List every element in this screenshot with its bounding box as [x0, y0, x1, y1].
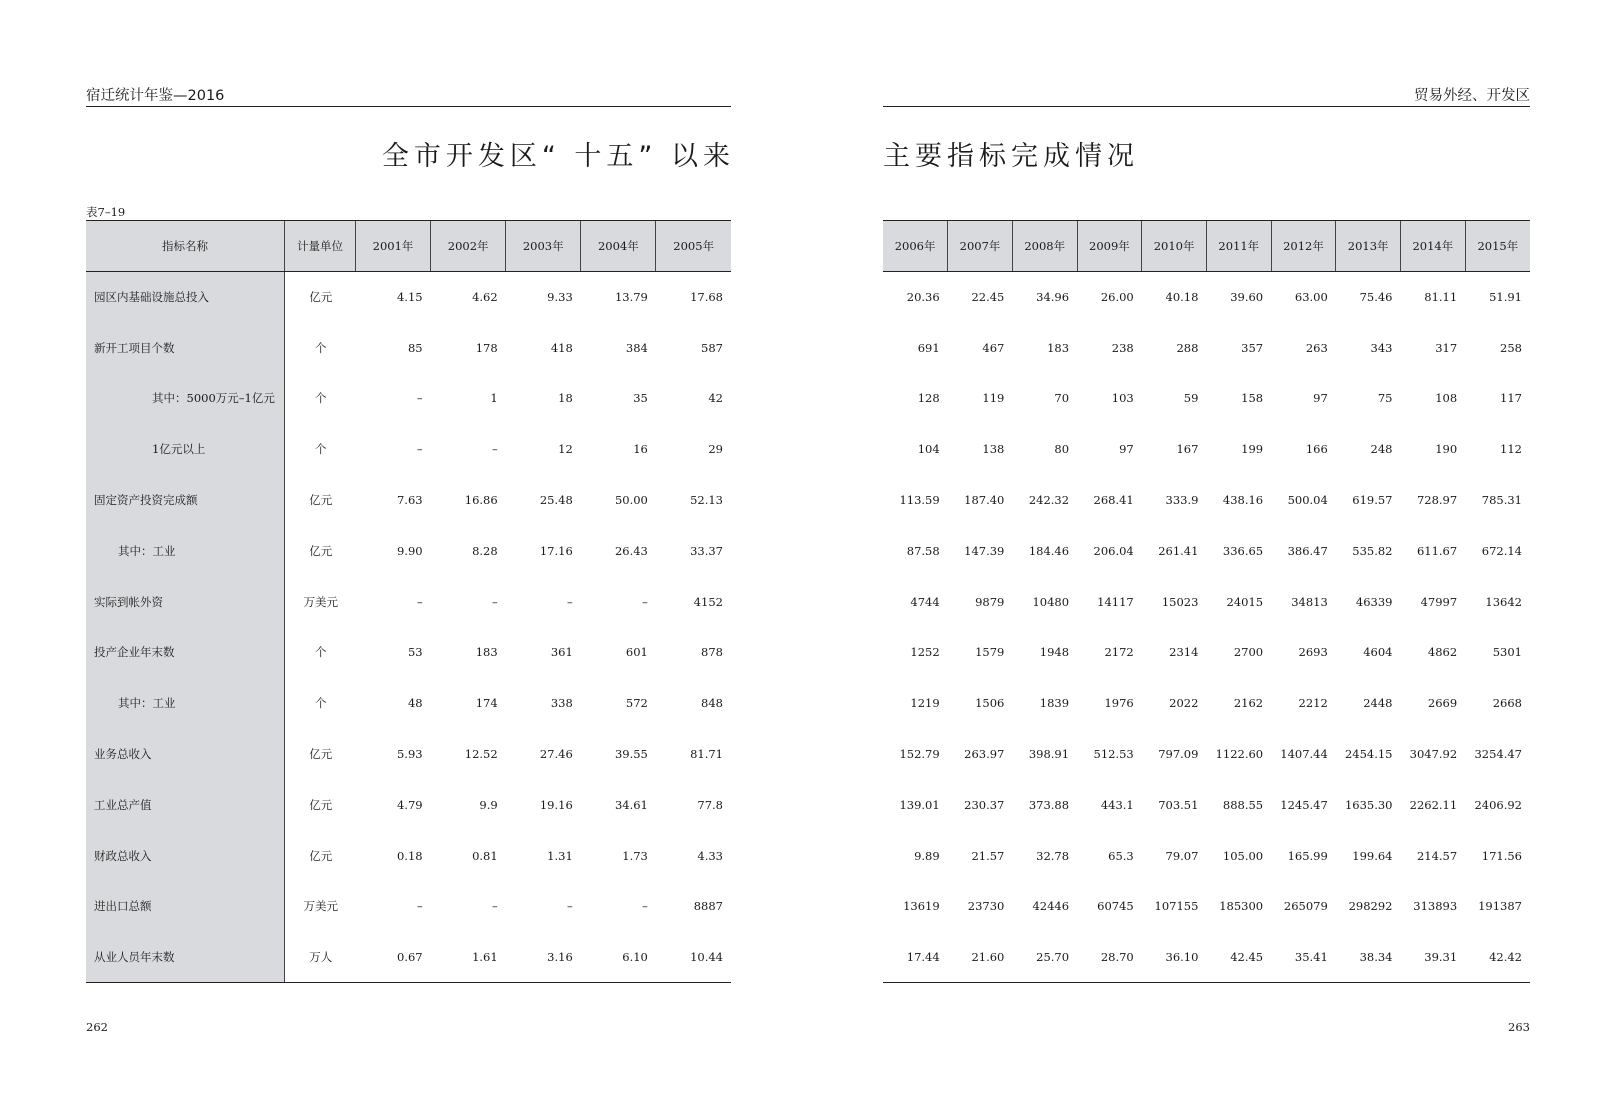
table-title-part-2: 主要指标完成情况	[883, 141, 1139, 172]
value-cell: 500.04	[1287, 493, 1328, 508]
value-cell: 8.28	[472, 543, 498, 558]
value-cell: 33.37	[690, 543, 723, 558]
header-cell: 2014年	[1401, 221, 1466, 272]
value-cell: –	[491, 594, 498, 609]
value-cell: 12.52	[464, 747, 498, 762]
table-row	[86, 424, 731, 475]
value-cell: 9.89	[914, 848, 940, 863]
value-cell: 42.42	[1465, 932, 1530, 983]
unit-cell: 万美元	[303, 899, 339, 914]
value-cell: 0.81	[472, 848, 498, 863]
value-cell: 60745	[1097, 899, 1134, 914]
value-cell: 611.67	[1416, 543, 1458, 558]
value-cell: 601	[625, 645, 648, 660]
value-cell: 4.15	[396, 290, 423, 305]
value-cell: 34.61	[614, 797, 648, 812]
table-row	[86, 881, 731, 932]
value-cell: 4.79	[396, 797, 423, 812]
value-cell: 46339	[1355, 594, 1393, 609]
value-cell: 263	[1305, 340, 1328, 355]
value-cell: 703.51	[1158, 797, 1199, 812]
value-cell: 51.91	[1489, 290, 1522, 305]
value-cell: 1.31	[547, 848, 573, 863]
value-cell: 26.00	[1100, 290, 1134, 305]
value-cell: 1407.44	[1280, 747, 1328, 762]
indicator-name-cell: 业务总收入	[86, 729, 285, 780]
table-row	[86, 576, 731, 627]
value-cell: 206.04	[1093, 543, 1134, 558]
table-row	[883, 779, 1530, 830]
indicator-name-cell: 固定资产投资完成额	[86, 475, 285, 526]
table-row	[86, 272, 731, 323]
value-cell: 384	[625, 340, 648, 355]
value-cell: 3.16	[506, 932, 581, 983]
page-number-left: 262	[86, 1020, 108, 1034]
value-cell: 261.41	[1158, 543, 1199, 558]
value-cell: –	[416, 899, 423, 914]
value-cell: 199	[1241, 442, 1264, 457]
indicator-name-cell: 从业人员年末数	[86, 932, 285, 983]
value-cell: 75.46	[1359, 290, 1393, 305]
value-cell: 119	[982, 391, 1005, 406]
value-cell: 313893	[1413, 899, 1458, 914]
value-cell: 418	[550, 340, 573, 355]
value-cell: 178	[475, 340, 498, 355]
running-head-left: 宿迁统计年鉴—2016	[86, 84, 731, 107]
table-row	[86, 322, 731, 373]
value-cell: 2262.11	[1409, 797, 1458, 812]
indicator-name-cell: 进出口总额	[86, 881, 285, 932]
value-cell: 52.13	[690, 493, 723, 508]
value-cell: 1506	[975, 696, 1005, 711]
value-cell: –	[416, 594, 423, 609]
value-cell: –	[491, 899, 498, 914]
page-number-right: 263	[1508, 1020, 1530, 1034]
value-cell: 81.71	[690, 747, 723, 762]
value-cell: 70	[1054, 391, 1070, 406]
value-cell: 183	[475, 645, 498, 660]
value-cell: 5301	[1492, 645, 1522, 660]
value-cell: 50.00	[614, 493, 648, 508]
value-cell: 338	[550, 696, 573, 711]
value-cell: 619.57	[1352, 493, 1393, 508]
indicator-name-cell: 新开工项目个数	[86, 322, 285, 373]
value-cell: 17.68	[690, 290, 723, 305]
value-cell: 35.41	[1271, 932, 1336, 983]
table-row	[86, 830, 731, 881]
value-cell: 13642	[1485, 594, 1522, 609]
value-cell: 105.00	[1222, 848, 1264, 863]
indicator-name-cell: 实际到帐外资	[86, 576, 285, 627]
table-row	[883, 576, 1530, 627]
table-row	[883, 525, 1530, 576]
value-cell: 138	[982, 442, 1005, 457]
value-cell: 147.39	[964, 543, 1005, 558]
indicator-name-cell: 工业总产值	[86, 779, 285, 830]
value-cell: 3047.92	[1409, 747, 1458, 762]
value-cell: 166	[1305, 442, 1328, 457]
value-cell: 87.58	[906, 543, 940, 558]
table-row	[883, 424, 1530, 475]
value-cell: 39.31	[1401, 932, 1466, 983]
value-cell: 36.10	[1142, 932, 1207, 983]
value-cell: 81.11	[1424, 290, 1458, 305]
value-cell: 1245.47	[1280, 797, 1328, 812]
value-cell: 17.44	[883, 932, 948, 983]
unit-cell: 个	[315, 696, 327, 711]
table-row	[883, 932, 1530, 983]
value-cell: 20.36	[906, 290, 940, 305]
table-row	[883, 729, 1530, 780]
value-cell: 0.18	[396, 848, 423, 863]
value-cell: 4604	[1363, 645, 1393, 660]
value-cell: 2454.15	[1344, 747, 1393, 762]
value-cell: 21.57	[971, 848, 1005, 863]
value-cell: 1	[490, 391, 498, 406]
header-cell: 2009年	[1077, 221, 1142, 272]
value-cell: 361	[550, 645, 573, 660]
value-cell: 1219	[910, 696, 940, 711]
value-cell: 97	[1119, 442, 1134, 457]
value-cell: 248	[1370, 442, 1393, 457]
indicator-name-cell: 其中：5000万元–1亿元	[86, 373, 285, 424]
header-cell: 2004年	[581, 221, 656, 272]
value-cell: 888.55	[1222, 797, 1264, 812]
indicator-name-cell: 其中：工业	[86, 678, 285, 729]
value-cell: 268.41	[1093, 493, 1134, 508]
unit-cell: 个	[315, 391, 327, 406]
table-row	[883, 373, 1530, 424]
table-row	[86, 475, 731, 526]
value-cell: 47997	[1420, 594, 1458, 609]
header-cell: 2015年	[1465, 221, 1530, 272]
table-row	[883, 272, 1530, 323]
value-cell: 728.97	[1416, 493, 1458, 508]
value-cell: 848	[701, 696, 723, 711]
value-cell: 258	[1500, 340, 1522, 355]
value-cell: 185300	[1219, 899, 1264, 914]
value-cell: 32.78	[1036, 848, 1070, 863]
value-cell: 512.53	[1093, 747, 1134, 762]
header-cell: 计量单位	[285, 221, 356, 272]
value-cell: 535.82	[1352, 543, 1393, 558]
value-cell: 40.18	[1165, 290, 1199, 305]
value-cell: 691	[917, 340, 940, 355]
value-cell: 467	[982, 340, 1005, 355]
value-cell: 443.1	[1100, 797, 1134, 812]
value-cell: 3254.47	[1474, 747, 1522, 762]
value-cell: 336.65	[1222, 543, 1264, 558]
value-cell: 199.64	[1352, 848, 1393, 863]
running-head-right: 贸易外经、开发区	[883, 84, 1530, 107]
value-cell: 0.67	[356, 932, 431, 983]
value-cell: 242.32	[1028, 493, 1070, 508]
indicator-name-cell: 财政总收入	[86, 830, 285, 881]
value-cell: 13619	[903, 899, 940, 914]
value-cell: 9.9	[479, 797, 498, 812]
table-row	[86, 678, 731, 729]
value-cell: 16	[633, 442, 648, 457]
value-cell: 128	[917, 391, 940, 406]
value-cell: 2700	[1233, 645, 1264, 660]
value-cell: 27.46	[539, 747, 573, 762]
value-cell: 183	[1047, 340, 1070, 355]
value-cell: 12	[558, 442, 573, 457]
value-cell: 34.96	[1036, 290, 1070, 305]
value-cell: –	[416, 391, 423, 406]
unit-cell: 个	[315, 340, 327, 355]
value-cell: 174	[475, 696, 498, 711]
value-cell: 1948	[1039, 645, 1070, 660]
value-cell: 21.60	[948, 932, 1013, 983]
value-cell: 63.00	[1294, 290, 1328, 305]
unit-cell: 亿元	[309, 848, 333, 863]
table-row	[86, 373, 731, 424]
value-cell: 572	[625, 696, 648, 711]
value-cell: 38.34	[1336, 932, 1401, 983]
value-cell: 9879	[975, 594, 1005, 609]
value-cell: 75	[1377, 391, 1393, 406]
value-cell: –	[642, 899, 648, 914]
value-cell: 263.97	[964, 747, 1005, 762]
value-cell: 2693	[1298, 645, 1328, 660]
value-cell: –	[416, 442, 423, 457]
value-cell: 108	[1435, 391, 1458, 406]
value-cell: 103	[1111, 391, 1134, 406]
value-cell: 24015	[1226, 594, 1264, 609]
value-cell: 16.86	[464, 493, 498, 508]
value-cell: 4744	[910, 594, 940, 609]
value-cell: 2448	[1363, 696, 1393, 711]
statistics-table-left	[86, 220, 731, 983]
value-cell: 113.59	[899, 493, 940, 508]
value-cell: 2669	[1427, 696, 1458, 711]
value-cell: 18	[558, 391, 573, 406]
value-cell: 2406.92	[1474, 797, 1522, 812]
value-cell: 2162	[1233, 696, 1264, 711]
value-cell: 1635.30	[1344, 797, 1393, 812]
statistics-table-right	[883, 220, 1530, 983]
table-header-row	[883, 221, 1530, 272]
table-row	[86, 525, 731, 576]
value-cell: 1976	[1104, 696, 1134, 711]
value-cell: 333.9	[1165, 493, 1199, 508]
value-cell: 112	[1500, 442, 1522, 457]
value-cell: 238	[1111, 340, 1134, 355]
value-cell: 878	[701, 645, 723, 660]
value-cell: –	[491, 442, 498, 457]
table-header-row	[86, 221, 731, 272]
header-cell: 2012年	[1271, 221, 1336, 272]
value-cell: 1252	[910, 645, 940, 660]
header-cell: 指标名称	[86, 221, 285, 272]
value-cell: 4862	[1427, 645, 1458, 660]
value-cell: 785.31	[1481, 493, 1522, 508]
value-cell: 4152	[693, 594, 723, 609]
value-cell: 28.70	[1077, 932, 1142, 983]
table-row	[883, 678, 1530, 729]
table-title-part-1: 全市开发区“ 十五” 以来	[381, 141, 735, 172]
table-row	[86, 779, 731, 830]
value-cell: 214.57	[1416, 848, 1458, 863]
indicator-name-cell: 其中：工业	[86, 525, 285, 576]
unit-cell: 万美元	[303, 594, 339, 609]
value-cell: 10.44	[656, 932, 731, 983]
value-cell: 167	[1176, 442, 1199, 457]
value-cell: 85	[407, 340, 423, 355]
table-row	[86, 932, 731, 983]
value-cell: 343	[1370, 340, 1393, 355]
header-cell: 2007年	[948, 221, 1013, 272]
value-cell: 107155	[1154, 899, 1199, 914]
value-cell: 398.91	[1028, 747, 1070, 762]
left-page	[86, 0, 735, 1099]
value-cell: 317	[1435, 340, 1458, 355]
value-cell: 79.07	[1165, 848, 1199, 863]
value-cell: 1579	[975, 645, 1005, 660]
header-cell: 2001年	[356, 221, 431, 272]
value-cell: 7.63	[396, 493, 423, 508]
value-cell: 298292	[1348, 899, 1393, 914]
value-cell: 438.16	[1222, 493, 1264, 508]
value-cell: 39.55	[614, 747, 648, 762]
header-cell: 2008年	[1012, 221, 1077, 272]
value-cell: 42446	[1032, 899, 1070, 914]
value-cell: 165.99	[1287, 848, 1328, 863]
value-cell: 2668	[1492, 696, 1522, 711]
value-cell: 39.60	[1230, 290, 1264, 305]
value-cell: 34813	[1291, 594, 1328, 609]
value-cell: 191387	[1478, 899, 1522, 914]
value-cell: 48	[407, 696, 423, 711]
table-row	[86, 729, 731, 780]
indicator-name-cell: 1亿元以上	[86, 424, 285, 475]
value-cell: 187.40	[964, 493, 1005, 508]
value-cell: 8887	[693, 899, 723, 914]
value-cell: 158	[1241, 391, 1264, 406]
value-cell: 9.33	[547, 290, 573, 305]
value-cell: 19.16	[539, 797, 573, 812]
value-cell: 4.62	[472, 290, 498, 305]
value-cell: 587	[701, 340, 723, 355]
value-cell: 265079	[1283, 899, 1328, 914]
value-cell: 2212	[1298, 696, 1328, 711]
value-cell: 13.79	[614, 290, 648, 305]
value-cell: 1.73	[622, 848, 648, 863]
indicator-name-cell: 园区内基础设施总投入	[86, 272, 285, 323]
unit-cell: 亿元	[309, 747, 333, 762]
value-cell: 1.61	[431, 932, 506, 983]
value-cell: 35	[633, 391, 648, 406]
unit-cell: 万人	[285, 932, 356, 983]
header-cell: 2013年	[1336, 221, 1401, 272]
value-cell: 672.14	[1481, 543, 1522, 558]
value-cell: 386.47	[1287, 543, 1328, 558]
value-cell: 23730	[967, 899, 1005, 914]
header-cell: 2005年	[656, 221, 731, 272]
value-cell: 373.88	[1028, 797, 1070, 812]
value-cell: 2172	[1104, 645, 1134, 660]
value-cell: 26.43	[614, 543, 648, 558]
value-cell: 104	[917, 442, 940, 457]
table-number: 表7–19	[86, 205, 126, 219]
unit-cell: 个	[315, 645, 327, 660]
right-page	[883, 0, 1530, 1099]
unit-cell: 亿元	[309, 797, 333, 812]
value-cell: 14117	[1097, 594, 1134, 609]
value-cell: 2314	[1169, 645, 1199, 660]
unit-cell: 亿元	[309, 290, 333, 305]
value-cell: 230.37	[964, 797, 1005, 812]
header-cell: 2010年	[1142, 221, 1207, 272]
value-cell: –	[567, 899, 573, 914]
value-cell: 152.79	[899, 747, 940, 762]
value-cell: 288	[1176, 340, 1199, 355]
value-cell: 25.70	[1012, 932, 1077, 983]
indicator-name-cell: 投产企业年末数	[86, 627, 285, 678]
value-cell: –	[567, 594, 573, 609]
value-cell: 53	[407, 645, 423, 660]
table-row	[86, 627, 731, 678]
value-cell: 42	[708, 391, 723, 406]
value-cell: 2022	[1169, 696, 1199, 711]
value-cell: 15023	[1161, 594, 1199, 609]
table-row	[883, 830, 1530, 881]
header-cell: 2006年	[883, 221, 948, 272]
value-cell: 22.45	[971, 290, 1005, 305]
value-cell: 1122.60	[1215, 747, 1264, 762]
value-cell: 6.10	[581, 932, 656, 983]
value-cell: 59	[1183, 391, 1199, 406]
table-row	[883, 627, 1530, 678]
value-cell: 184.46	[1028, 543, 1070, 558]
value-cell: 80	[1054, 442, 1070, 457]
table-row	[883, 322, 1530, 373]
value-cell: 190	[1435, 442, 1458, 457]
value-cell: 357	[1241, 340, 1264, 355]
unit-cell: 亿元	[309, 493, 333, 508]
value-cell: 117	[1500, 391, 1522, 406]
value-cell: 29	[708, 442, 723, 457]
value-cell: 42.45	[1206, 932, 1271, 983]
value-cell: 9.90	[396, 543, 423, 558]
value-cell: 171.56	[1481, 848, 1522, 863]
value-cell: 97	[1313, 391, 1328, 406]
value-cell: 10480	[1032, 594, 1070, 609]
header-cell: 2011年	[1206, 221, 1271, 272]
value-cell: 139.01	[899, 797, 940, 812]
value-cell: 5.93	[396, 747, 423, 762]
unit-cell: 亿元	[309, 543, 333, 558]
value-cell: 17.16	[539, 543, 573, 558]
value-cell: 65.3	[1108, 848, 1134, 863]
value-cell: 25.48	[539, 493, 573, 508]
header-cell: 2003年	[506, 221, 581, 272]
value-cell: 1839	[1039, 696, 1070, 711]
value-cell: 797.09	[1158, 747, 1199, 762]
table-row	[883, 475, 1530, 526]
header-cell: 2002年	[431, 221, 506, 272]
value-cell: 4.33	[697, 848, 723, 863]
value-cell: 77.8	[697, 797, 723, 812]
table-row	[883, 881, 1530, 932]
unit-cell: 个	[315, 442, 327, 457]
value-cell: –	[642, 594, 648, 609]
